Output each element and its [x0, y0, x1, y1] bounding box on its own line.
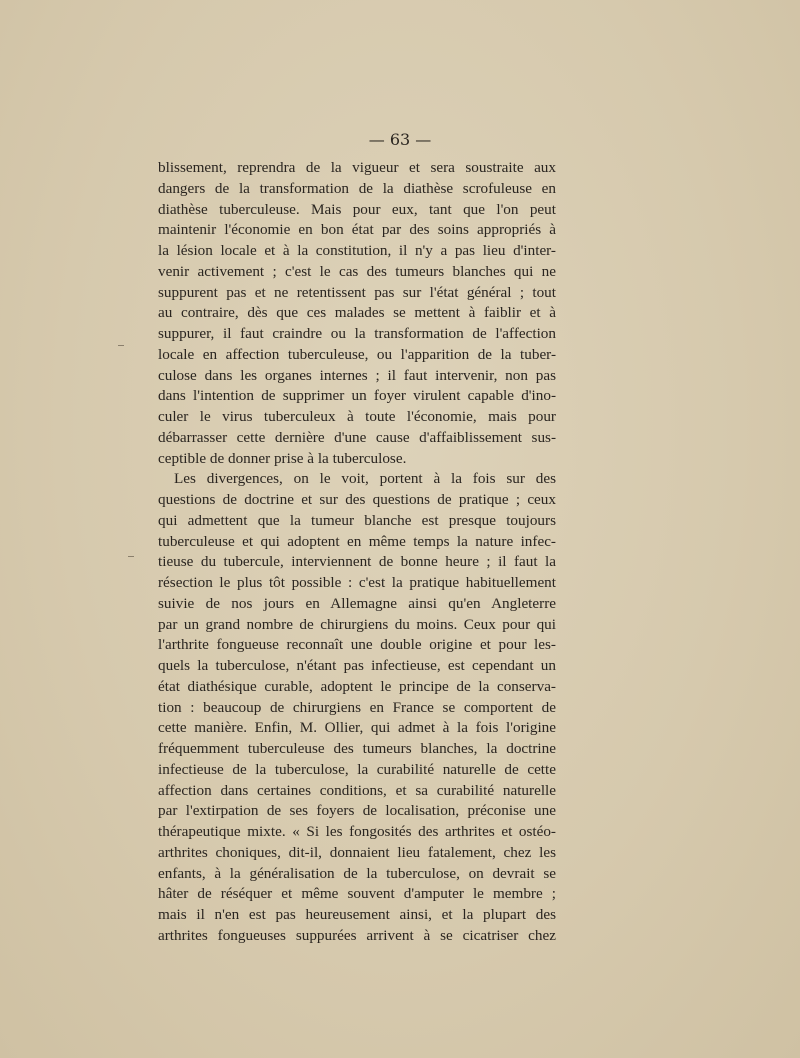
text-line: ceptible de donner prise à la tuberculose.	[158, 449, 407, 467]
text-line: fréquemment tuberculeuse des tumeurs blanches, la doctrine	[158, 740, 556, 757]
text-line: suivie de nos jours en Allemagne ainsi qu'en Angleterre	[158, 594, 556, 612]
text-line: culer le virus tuberculeux à toute l'économie, mais pour	[158, 408, 556, 425]
text-line: suppurer, il faut craindre ou la transformation de l'affection	[158, 325, 556, 342]
text-line: par l'extirpation de ses foyers de localisation, préconise une	[158, 802, 556, 820]
text-line: infectieuse de la tuberculose, la curabilité naturelle de cette	[158, 760, 556, 778]
text-line: affection dans certaines conditions, et sa curabilité naturelle	[158, 781, 556, 799]
text-line: dangers de la transformation de la diathèse scrofuleuse en	[158, 179, 556, 197]
text-line: tuberculeuse et qui adoptent en même temps la nature infec-	[158, 532, 556, 550]
text-line: arthrites choniques, dit-il, donnaient lieu fatalement, chez les	[158, 843, 556, 861]
page-number: — 63 —	[368, 130, 432, 149]
text-line: maintenir l'économie en bon état par des soins appropriés à	[158, 221, 556, 239]
text-line: mais il n'en est pas heureusement ainsi, et la plupart des	[158, 906, 556, 923]
text-line: dans l'intention de supprimer un foyer virulent capable d'ino-	[158, 387, 556, 405]
text-line: questions de doctrine et sur des questions de pratique ; ceux	[158, 491, 556, 508]
text-line: suppurent pas et ne retentissent pas sur l'état général ; tout	[158, 283, 556, 301]
text-line: qui admettent que la tumeur blanche est presque toujours	[158, 511, 556, 529]
text-line: cette manière. Enfin, M. Ollier, qui admet à la fois l'origine	[158, 719, 556, 737]
text-line: hâter de réséquer et même souvent d'amputer le membre ;	[158, 885, 556, 903]
text-line: enfants, à la généralisation de la tuberculose, on devrait se	[158, 864, 556, 882]
text-line: au contraire, dès que ces malades se mettent à faiblir et à	[158, 304, 556, 322]
text-line: culose dans les organes internes ; il faut intervenir, non pas	[158, 366, 556, 384]
text-line: état diathésique curable, adoptent le principe de la conserva-	[158, 677, 556, 695]
text-line: résection le plus tôt possible : c'est la pratique habituellement	[158, 574, 556, 591]
text-line: l'arthrite fongueuse reconnaît une double origine et pour les-	[158, 636, 556, 654]
text-line: locale en affection tuberculeuse, ou l'apparition de la tuber-	[158, 345, 556, 363]
text-line: quels la tuberculose, n'étant pas infectieuse, est cependant un	[158, 657, 556, 674]
text-line: diathèse tuberculeuse. Mais pour eux, tant que l'on peut	[158, 200, 556, 218]
text-line: blissement, reprendra de la vigueur et sera soustraite aux	[158, 159, 556, 176]
text-line: venir activement ; c'est le cas des tumeurs blanches qui ne	[158, 262, 556, 280]
text-line: débarrasser cette dernière d'une cause d'affaiblissement sus-	[158, 428, 556, 446]
text-line: par un grand nombre de chirurgiens du moins. Ceux pour qui	[158, 615, 556, 633]
text-line: thérapeutique mixte. « Si les fongosités des arthrites et ostéo-	[158, 823, 556, 840]
text-line: tion : beaucoup de chirurgiens en France se comportent de	[158, 698, 556, 716]
margin-mark	[128, 556, 134, 557]
body-text	[158, 158, 556, 947]
text-line: Les divergences, on le voit, portent à la fois sur des	[174, 470, 556, 488]
text-line: la lésion locale et à la constitution, il n'y a pas lieu d'inter-	[158, 242, 556, 259]
text-line: arthrites fongueuses suppurées arrivent à se cicatriser chez	[158, 926, 556, 944]
text-line: tieuse du tubercule, interviennent de bonne heure ; il faut la	[158, 553, 556, 571]
margin-mark	[118, 345, 124, 346]
